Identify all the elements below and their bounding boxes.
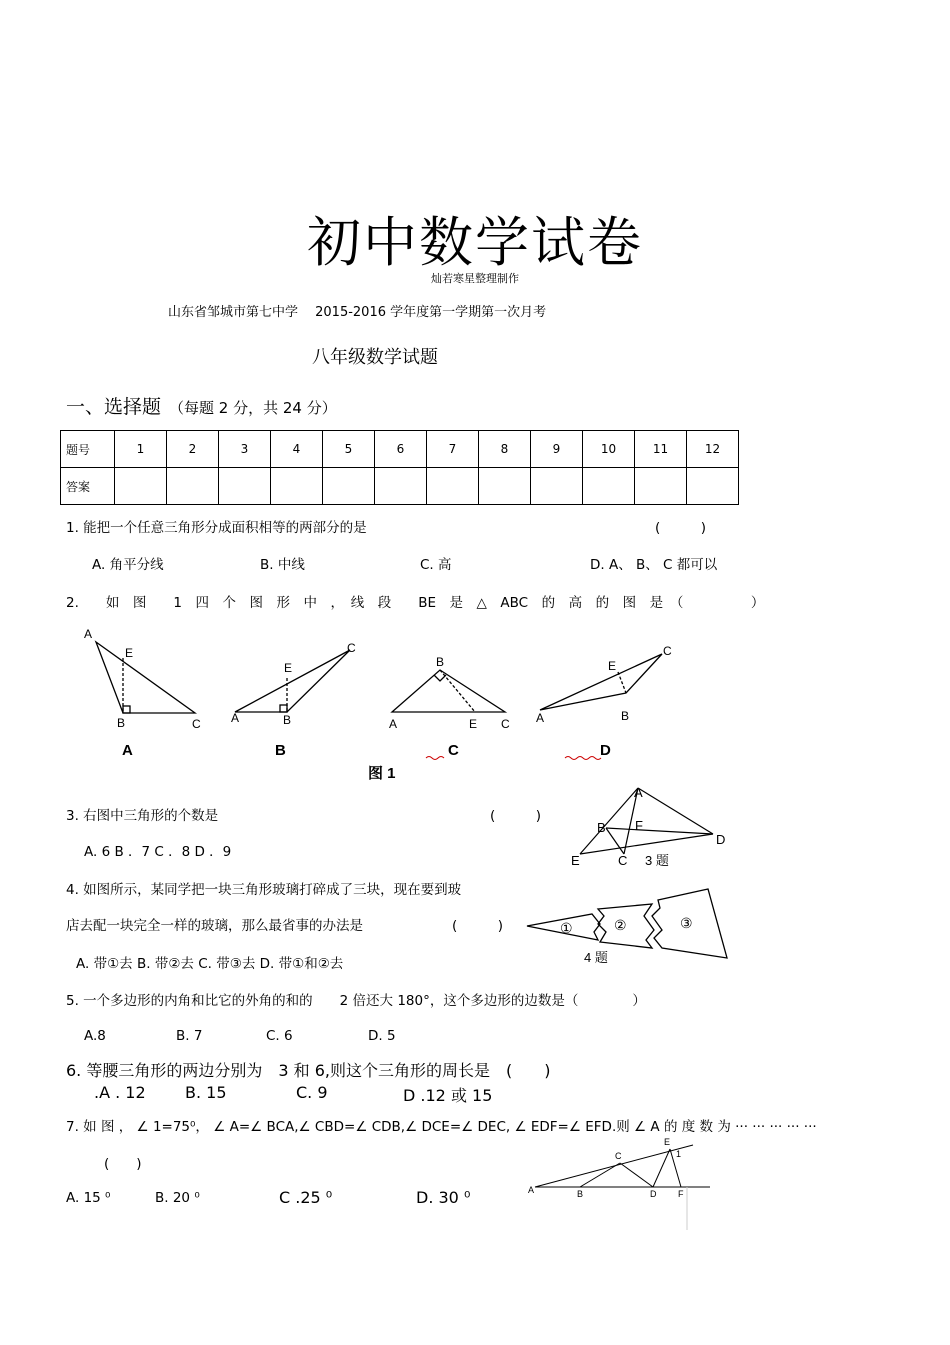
q7-paren: ( ) bbox=[104, 1156, 142, 1172]
q7-point-f: F bbox=[678, 1189, 684, 1199]
q3-stem: 3. 右图中三角形的个数是 bbox=[66, 808, 219, 824]
q4-stem-line2: 店去配一块完全一样的玻璃，那么最省事的办法是 bbox=[66, 918, 363, 934]
document-title: 初中数学试卷 bbox=[307, 211, 643, 274]
q5-option-c: C. 6 bbox=[266, 1028, 293, 1044]
q7-angle-1: 1 bbox=[676, 1149, 682, 1159]
answer-table-number: 12 bbox=[687, 431, 739, 468]
answer-table-answer-row bbox=[61, 468, 739, 505]
q7-point-d: D bbox=[650, 1189, 657, 1199]
q2-d-point-a: A bbox=[536, 711, 545, 725]
q5-option-b: B. 7 bbox=[176, 1028, 203, 1044]
q4-figure-caption: 4 题 bbox=[584, 950, 608, 965]
q4-stem-line1: 4. 如图所示，某同学把一块三角形玻璃打碎成了三块，现在要到玻 bbox=[66, 882, 462, 898]
q4-options: A. 带①去 B. 带②去 C. 带③去 D. 带①和②去 bbox=[76, 956, 344, 972]
answer-cell[interactable] bbox=[479, 468, 531, 505]
answer-table-number: 9 bbox=[531, 431, 583, 468]
q7-stem: 7. 如 图 ， ∠ 1=75⁰， ∠ A=∠ BCA,∠ CBD=∠ CDB,∠ DCE=∠ DEC, ∠ EDF=∠ EFD.则 ∠ A 的 度 数 为 ··· ··· ··· ··· ··· bbox=[66, 1119, 817, 1135]
q2-figure-caption: 图 1 bbox=[368, 765, 396, 782]
q2-stem: 2. 如 图 1 四 个 图 形 中 ， 线 段 BE 是 △ ABC 的 高 的 图 是 （ ） bbox=[66, 595, 765, 611]
q4-piece-label: ③ bbox=[680, 915, 693, 931]
document-subtitle: 灿若寒星整理制作 bbox=[431, 272, 519, 285]
q7-option-c: C .25 ⁰ bbox=[279, 1188, 333, 1207]
q7-point-a: A bbox=[528, 1185, 535, 1195]
answer-table-row-label: 题号 bbox=[61, 431, 115, 468]
q2-figure bbox=[70, 620, 690, 790]
q3-point-a: A bbox=[634, 785, 643, 800]
school-line: 山东省邹城市第七中学 2015-2016 学年度第一学期第一次月考 bbox=[168, 305, 547, 320]
q7-figure bbox=[525, 1135, 725, 1235]
answer-cell[interactable] bbox=[687, 468, 739, 505]
q7-point-c: C bbox=[615, 1151, 622, 1161]
q5-option-d: D. 5 bbox=[368, 1028, 396, 1044]
q1-option-b: B. 中线 bbox=[260, 557, 305, 573]
q7-point-e: E bbox=[664, 1137, 671, 1147]
answer-cell[interactable] bbox=[427, 468, 479, 505]
q3-figure-caption: 3 题 bbox=[645, 853, 669, 868]
answer-cell[interactable] bbox=[323, 468, 375, 505]
q2-panel-label: A bbox=[122, 742, 133, 759]
q6-stem: 6. 等腰三角形的两边分别为 3 和 6,则这个三角形的周长是 ( ) bbox=[66, 1061, 551, 1080]
q1-option-c: C. 高 bbox=[420, 557, 452, 573]
section-title: 一、选择题 bbox=[66, 396, 162, 418]
section-heading bbox=[66, 392, 337, 419]
q1-option-a: A. 角平分线 bbox=[92, 557, 164, 573]
answer-cell[interactable] bbox=[375, 468, 427, 505]
q2-a-point-a: A bbox=[84, 627, 93, 641]
q2-a-point-c: C bbox=[192, 717, 201, 731]
answer-cell[interactable] bbox=[531, 468, 583, 505]
answer-cell[interactable] bbox=[115, 468, 167, 505]
q2-d-point-c: C bbox=[663, 644, 672, 658]
q2-b-point-a: A bbox=[231, 711, 240, 725]
q6-option-a: .A . 12 bbox=[94, 1083, 146, 1102]
q2-panel-c bbox=[392, 670, 505, 712]
section-points: （每题 2 分，共 24 分） bbox=[169, 399, 337, 417]
q6-option-d: D .12 或 15 bbox=[403, 1086, 493, 1105]
q4-piece-label: ① bbox=[560, 920, 573, 936]
answer-table bbox=[60, 430, 739, 505]
answer-table-number: 7 bbox=[427, 431, 479, 468]
q7-option-b: B. 20 ⁰ bbox=[155, 1190, 200, 1206]
q2-c-point-c: C bbox=[501, 717, 510, 731]
answer-table-number: 4 bbox=[271, 431, 323, 468]
q7-option-d: D. 30 ⁰ bbox=[416, 1188, 471, 1207]
answer-cell[interactable] bbox=[219, 468, 271, 505]
q1-paren: ( ) bbox=[655, 520, 707, 536]
q7-option-a: A. 15 ⁰ bbox=[66, 1190, 111, 1206]
q2-panel-label: B bbox=[275, 742, 286, 759]
answer-cell[interactable] bbox=[271, 468, 323, 505]
answer-table-number: 11 bbox=[635, 431, 687, 468]
q5-stem: 5. 一个多边形的内角和比它的外角的和的 2 倍还大 180°，这个多边形的边数是（ ） bbox=[66, 993, 646, 1009]
grade-title: 八年级数学试题 bbox=[312, 347, 438, 368]
q2-a-point-e: E bbox=[125, 646, 134, 660]
answer-table-row-label: 答案 bbox=[61, 468, 115, 505]
q7-point-b: B bbox=[577, 1189, 584, 1199]
q2-panel-d bbox=[540, 654, 662, 710]
answer-table-number: 2 bbox=[167, 431, 219, 468]
answer-table-number: 8 bbox=[479, 431, 531, 468]
q3-figure bbox=[568, 782, 738, 872]
q2-panel-label: D bbox=[600, 742, 611, 759]
answer-table-number: 3 bbox=[219, 431, 271, 468]
q1-option-d: D. A、 B、 C 都可以 bbox=[590, 557, 718, 573]
q6-option-b: B. 15 bbox=[185, 1083, 227, 1102]
q3-paren: ( ) bbox=[490, 808, 542, 824]
answer-cell[interactable] bbox=[583, 468, 635, 505]
q3-point-f: F bbox=[635, 818, 643, 833]
q1-stem: 1. 能把一个任意三角形分成面积相等的两部分的是 bbox=[66, 520, 367, 536]
q3-point-e: E bbox=[571, 853, 580, 868]
q2-panel-b bbox=[235, 650, 350, 712]
q2-panel-a bbox=[96, 642, 195, 713]
answer-table-number: 6 bbox=[375, 431, 427, 468]
q5-option-a: A.8 bbox=[84, 1028, 106, 1044]
answer-cell[interactable] bbox=[167, 468, 219, 505]
q4-figure bbox=[522, 884, 732, 974]
q2-b-point-b: B bbox=[283, 713, 292, 727]
q2-panel-label: C bbox=[448, 742, 459, 759]
q3-options: A. 6 B ．7 C ．8 D ．9 bbox=[84, 844, 232, 860]
q2-c-point-a: A bbox=[389, 717, 398, 731]
q2-b-point-e: E bbox=[284, 661, 293, 675]
q4-piece-label: ② bbox=[614, 917, 627, 933]
answer-cell[interactable] bbox=[635, 468, 687, 505]
answer-table-number: 5 bbox=[323, 431, 375, 468]
answer-table-number: 1 bbox=[115, 431, 167, 468]
q3-point-c: C bbox=[618, 853, 628, 868]
q4-paren: ( ) bbox=[452, 918, 504, 934]
q2-c-point-e: E bbox=[469, 717, 478, 731]
q2-b-point-c: C bbox=[347, 641, 356, 655]
q3-point-d: D bbox=[716, 832, 726, 847]
q2-d-point-e: E bbox=[608, 659, 617, 673]
q2-d-point-b: B bbox=[621, 709, 630, 723]
q3-point-b: B bbox=[597, 820, 606, 835]
q2-c-point-b: B bbox=[436, 655, 445, 669]
q6-option-c: C. 9 bbox=[296, 1083, 328, 1102]
answer-table-number: 10 bbox=[583, 431, 635, 468]
q2-a-point-b: B bbox=[117, 716, 126, 730]
answer-table-number-row bbox=[61, 431, 739, 468]
